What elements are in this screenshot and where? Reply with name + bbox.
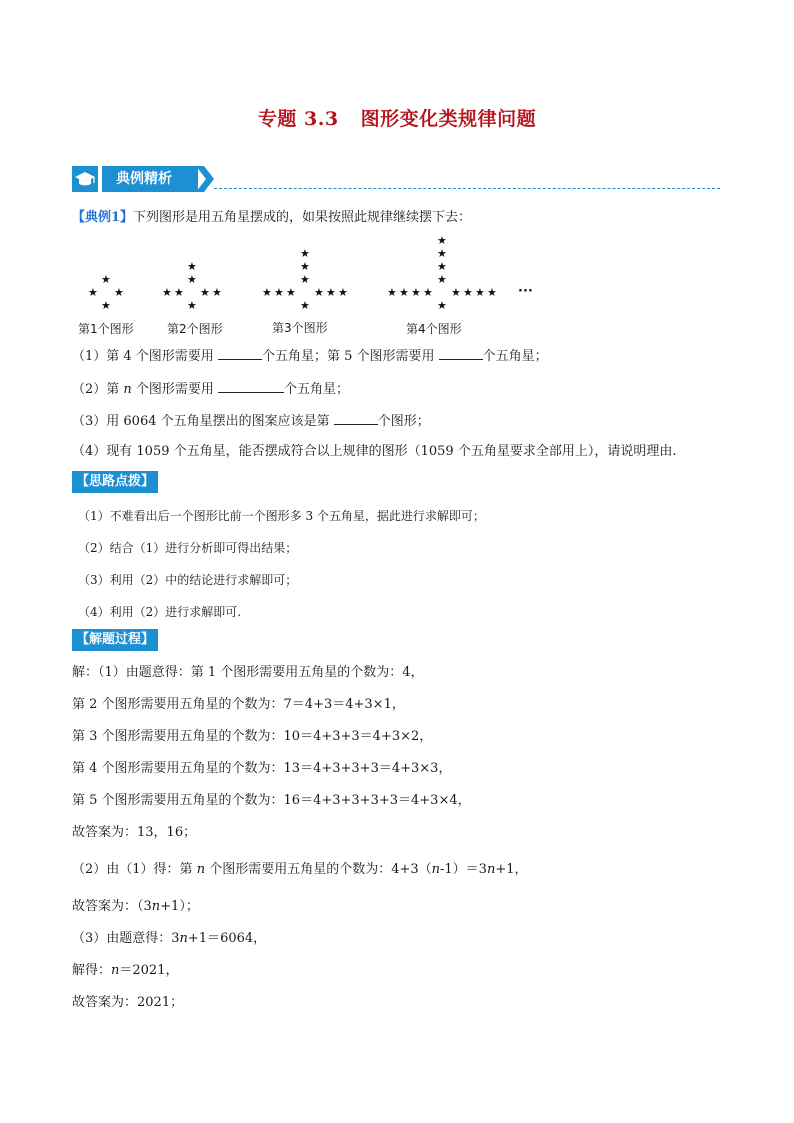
solution-line: 第 4 个图形需要用五角星的个数为：13＝4+3+3+3＝4+3×3， [72,761,452,776]
hint-line: （3）利用（2）中的结论进行求解即可； [78,573,298,587]
p2ans-a: 故答案为：（3 [72,899,152,914]
p2-a: （2）由（1）得：第 [72,862,197,877]
star-icon: ★ [262,286,272,299]
hint-line: （2）结合（1）进行分析即可得出结果； [78,541,298,555]
star-icon: ★ [437,234,447,247]
q2-part-c: 个五角星； [284,382,350,397]
solution-tag: 【解题过程】 [72,629,158,651]
question-3 [72,412,430,430]
page-title [0,104,794,131]
star-icon: ★ [451,286,461,299]
star-icon: ★ [300,247,310,260]
star-icon: ★ [326,286,336,299]
q1-part-b: 个五角星；第 5 个图形需要用 [261,349,439,364]
section-header: 典例精析 [102,166,198,192]
p3solve-a: ＝2021， [119,963,179,978]
solution-line: 第 2 个图形需要用五角星的个数为：7＝4+3＝4+3×1， [72,697,405,712]
solution-line: 第 3 个图形需要用五角星的个数为：10＝4+3+3＝4+3×2， [72,729,433,744]
chevron-right-icon [196,164,214,198]
solution-part-2 [72,862,528,878]
solution-part-3-answer: 故答案为：2021； [72,995,184,1010]
p3solve-var: n [111,963,120,978]
example-intro [72,210,471,226]
graduation-cap-icon [72,166,98,192]
star-icon: ★ [338,286,348,299]
p3solve-pre: 解得： [72,963,112,978]
p3-b: +1＝6064， [187,931,267,946]
star-icon: ★ [387,286,397,299]
solution-line: 故答案为：13，16； [72,825,197,840]
star-icon: ★ [437,260,447,273]
q2-part-b: 个图形需要用 [131,382,219,397]
star-icon: ★ [114,286,124,299]
p2-d: +1， [495,862,528,877]
star-icon: ★ [162,286,172,299]
star-icon: ★ [101,299,111,312]
title-prefix: 专题 3.3 [257,108,339,130]
p3-var: n [179,931,188,946]
p2ans-var: n [151,899,161,914]
figure-label-2: 第2个图形 [167,322,223,336]
star-icon: ★ [487,286,497,299]
q3-part-a: （3）用 6064 个五角星摆出的图案应该是第 [72,414,334,429]
answer-blank[interactable] [439,347,483,360]
star-icon: ★ [475,286,485,299]
star-icon: ★ [187,273,197,286]
p2-c: -1）＝3 [440,862,487,877]
star-icon: ★ [300,273,310,286]
p2ans-b: +1）； [160,899,199,914]
star-icon: ★ [286,286,296,299]
hints-tag: 【思路点拨】 [72,471,158,493]
example-tag: 【典例1】 [72,210,134,225]
figure-label-4: 第4个图形 [406,322,462,336]
star-icon: ★ [314,286,324,299]
star-icon: ★ [300,299,310,312]
example-intro-text: 下列图形是用五角星摆成的，如果按照此规律继续摆下去： [133,210,472,225]
title-main: 图形变化类规律问题 [360,108,537,130]
q2-part-a: （2）第 [72,382,124,397]
solution-part-3 [72,931,266,947]
solution-line: 解：（1）由题意得：第 1 个图形需要用五角星的个数为：4， [72,665,424,680]
star-icon: ★ [174,286,184,299]
star-icon: ★ [437,299,447,312]
star-icon: ★ [463,286,473,299]
section-divider [214,188,720,189]
answer-blank[interactable] [218,347,262,360]
hint-line: （1）不难看出后一个图形比前一个图形多 3 个五角星，据此进行求解即可； [78,509,485,523]
star-icon: ★ [187,260,197,273]
p2-var: n [431,862,441,877]
figure-label-3: 第3个图形 [272,321,328,335]
q1-part-c: 个五角星； [482,349,548,364]
ellipsis: ··· [518,284,533,299]
star-icon: ★ [300,260,310,273]
q1-part-a: （1）第 4 个图形需要用 [72,349,218,364]
p3-a: （3）由题意得：3 [72,931,180,946]
star-icon: ★ [212,286,222,299]
star-icon: ★ [274,286,284,299]
star-icon: ★ [187,299,197,312]
q3-part-b: 个图形； [377,414,430,429]
q2-variable: n [123,382,132,397]
question-1 [72,347,548,365]
answer-blank[interactable] [218,380,284,393]
star-icon: ★ [423,286,433,299]
p2-var: n [486,862,496,877]
star-icon: ★ [437,273,447,286]
hint-line: （4）利用（2）进行求解即可. [78,605,242,619]
figure-label-1: 第1个图形 [78,322,134,336]
star-icon: ★ [200,286,210,299]
p2-b: 个图形需要用五角星的个数为：4+3（ [205,862,432,877]
star-icon: ★ [101,273,111,286]
question-4: （4）现有 1059 个五角星，能否摆成符合以上规律的图形（1059 个五角星要求全部用上），请说明理由. [72,444,677,459]
answer-blank[interactable] [334,412,378,425]
star-icon: ★ [437,247,447,260]
solution-part-3-solve [72,963,178,979]
p2-var: n [196,862,206,877]
solution-part-2-answer [72,899,199,915]
star-icon: ★ [411,286,421,299]
star-icon: ★ [88,286,98,299]
question-2 [72,380,349,398]
star-icon: ★ [399,286,409,299]
solution-line: 第 5 个图形需要用五角星的个数为：16＝4+3+3+3+3＝4+3×4， [72,793,471,808]
